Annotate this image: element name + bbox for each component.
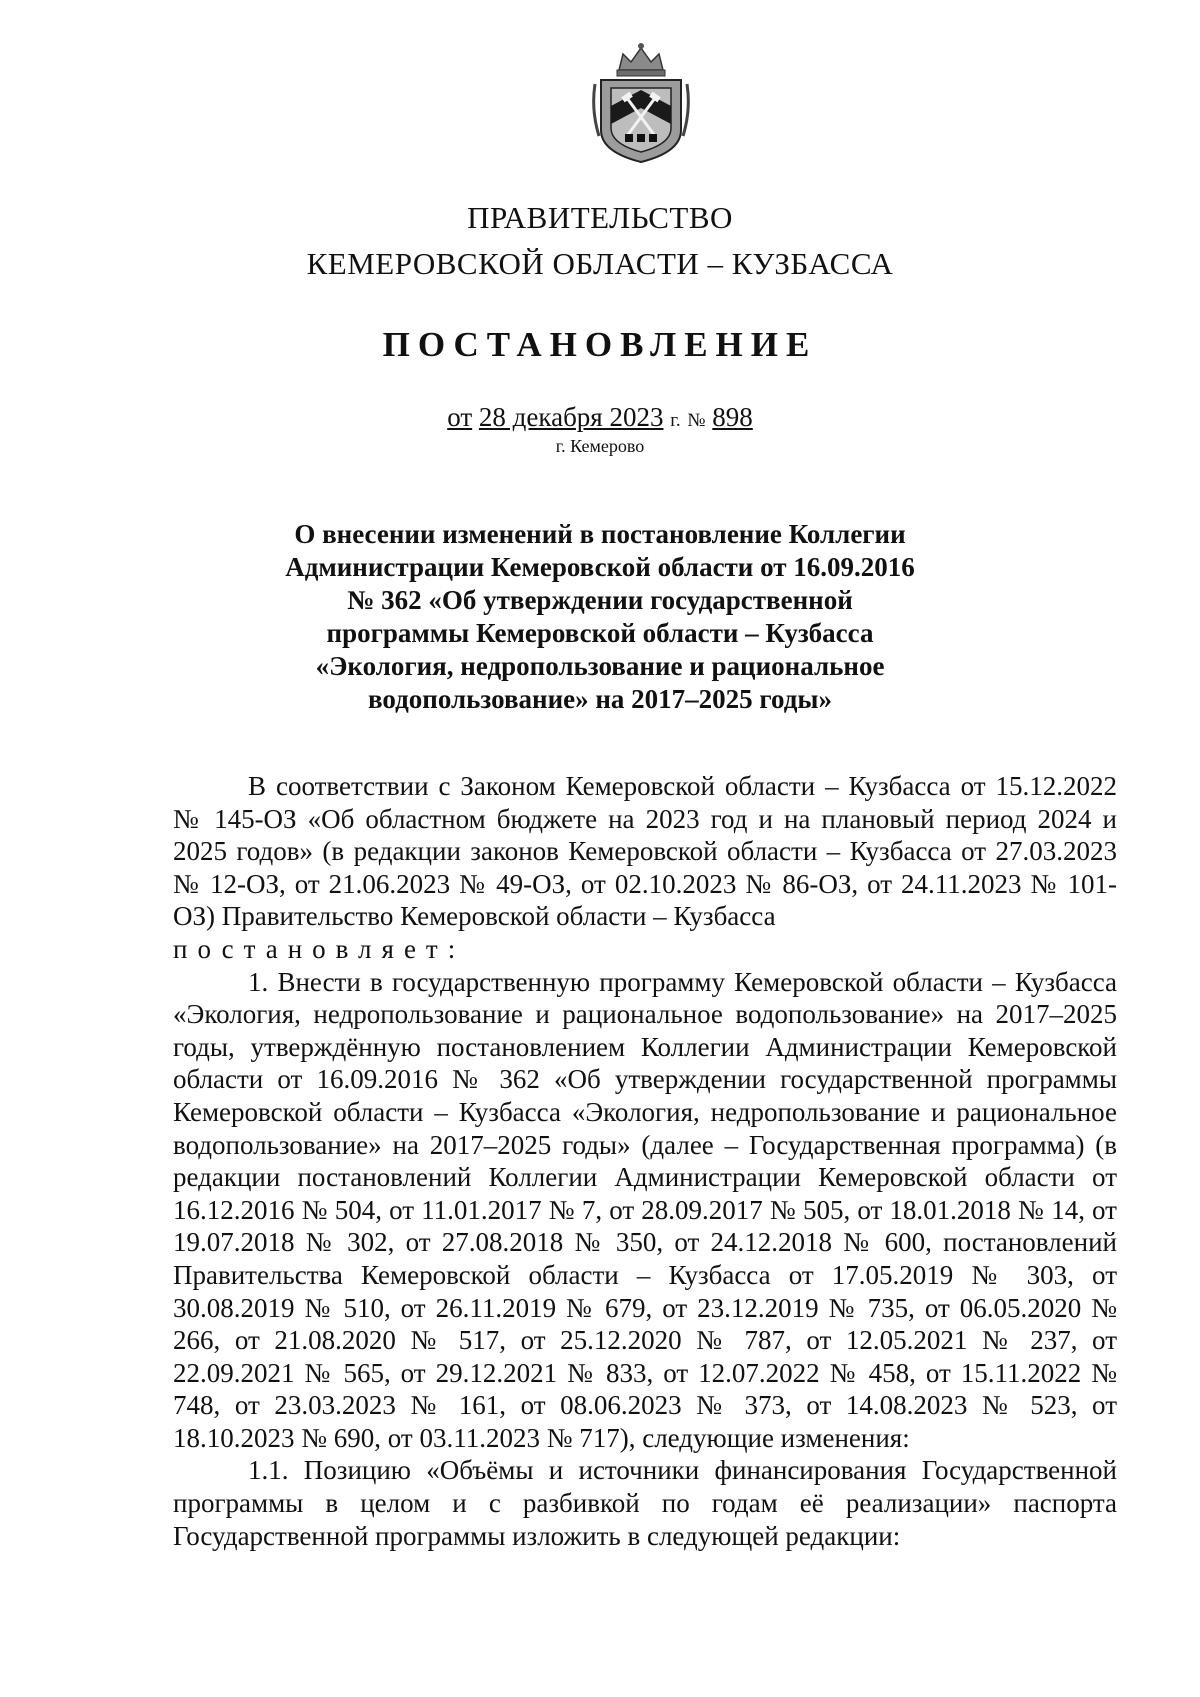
document-date: 28 декабря 2023 [478, 402, 664, 432]
item-1-1-paragraph: 1.1. Позицию «Объёмы и источники финансирования Государственной программы в целом и с разбивкой по годам её реализации» паспорта Государственной программы изложить в следующей редакции: [173, 1455, 1117, 1551]
document-title [0, 518, 1200, 716]
title-line: водопользование» на 2017–2025 годы» [368, 684, 832, 714]
document-type: ПОСТАНОВЛЕНИЕ [382, 325, 818, 364]
year-suffix: г. [670, 410, 681, 431]
title-line: № 362 «Об утверждении государственной [347, 585, 853, 615]
number-sign: № [687, 410, 706, 431]
organization-name-line1: ПРАВИТЕЛЬСТВО [467, 200, 733, 235]
date-prefix: от [447, 402, 473, 432]
title-line: «Экология, недропользование и рациональное [315, 651, 885, 681]
item-1-paragraph: 1. Внести в государственную программу Кемеровской области – Кузбасса «Экология, недропользование и рациональное водопользование» на 2017–2025 годы, утверждённую постановлением Коллегии Администрации Кемеровской области от 16.09.2016 № 362 «Об утверждении государственной программы Кемеровской области – Кузбасса «Экология, недропользование и рациональное водопользование» на 2017–2025 годы» (далее – Государственная программа) (в редакции постановлений Коллегии Администрации Кемеровской области от 16.12.2016 № 504, от 11.01.2017 № 7, от 28.09.2017 № 505, от 18.01.2018 № 14, от 19.07.2018 № 302, от 27.08.2018 № 350, от 24.12.2018 № 600, постановлений Правительства Кемеровской области – Кузбасса от 17.05.2019 № 303, от 30.08.2019 № 510, от 26.11.2019 № 679, от 23.12.2019 № 735, от 06.05.2020 № 266, от 21.08.2020 № 517, от 25.12.2020 № 787, от 12.05.2021 № 237, от 22.09.2021 № 565, от 29.12.2021 № 833, от 12.07.2022 № 458, от 15.11.2022 № 748, от 23.03.2023 № 161, от 08.06.2023 № 373, от 14.08.2023 № 523, от 18.10.2023 № 690, от 03.11.2023 № 717), следующие изменения: [173, 966, 1117, 1453]
title-line: программы Кемеровской области – Кузбасса [326, 618, 874, 648]
organization-name-line2: КЕМЕРОВСКОЙ ОБЛАСТИ – КУЗБАССА [306, 246, 894, 281]
document-number: 898 [712, 402, 753, 432]
document-body [173, 770, 1117, 1552]
coat-of-arms-icon [589, 40, 693, 165]
title-line: О внесении изменений в постановление Коллегии [294, 519, 906, 549]
city-name: г. Кемерово [555, 436, 645, 456]
preamble-paragraph: В соответствии с Законом Кемеровской области – Кузбасса от 15.12.2022 № 145-ОЗ «Об областном бюджете на 2023 год и на плановый период 2024 и 2025 годов» (в редакции законов Кемеровской области – Кузбасса от 27.03.2023 № 12-ОЗ, от 21.06.2023 № 49-ОЗ, от 02.10.2023 № 86-ОЗ, от 24.11.2023 № 101-ОЗ) Правительство Кемеровской области – Кузбасса [173, 771, 1117, 932]
date-number-line [0, 402, 1200, 433]
title-line: Администрации Кемеровской области от 16.09.2016 [285, 552, 915, 582]
resolves-word: постановляет: [173, 933, 466, 964]
